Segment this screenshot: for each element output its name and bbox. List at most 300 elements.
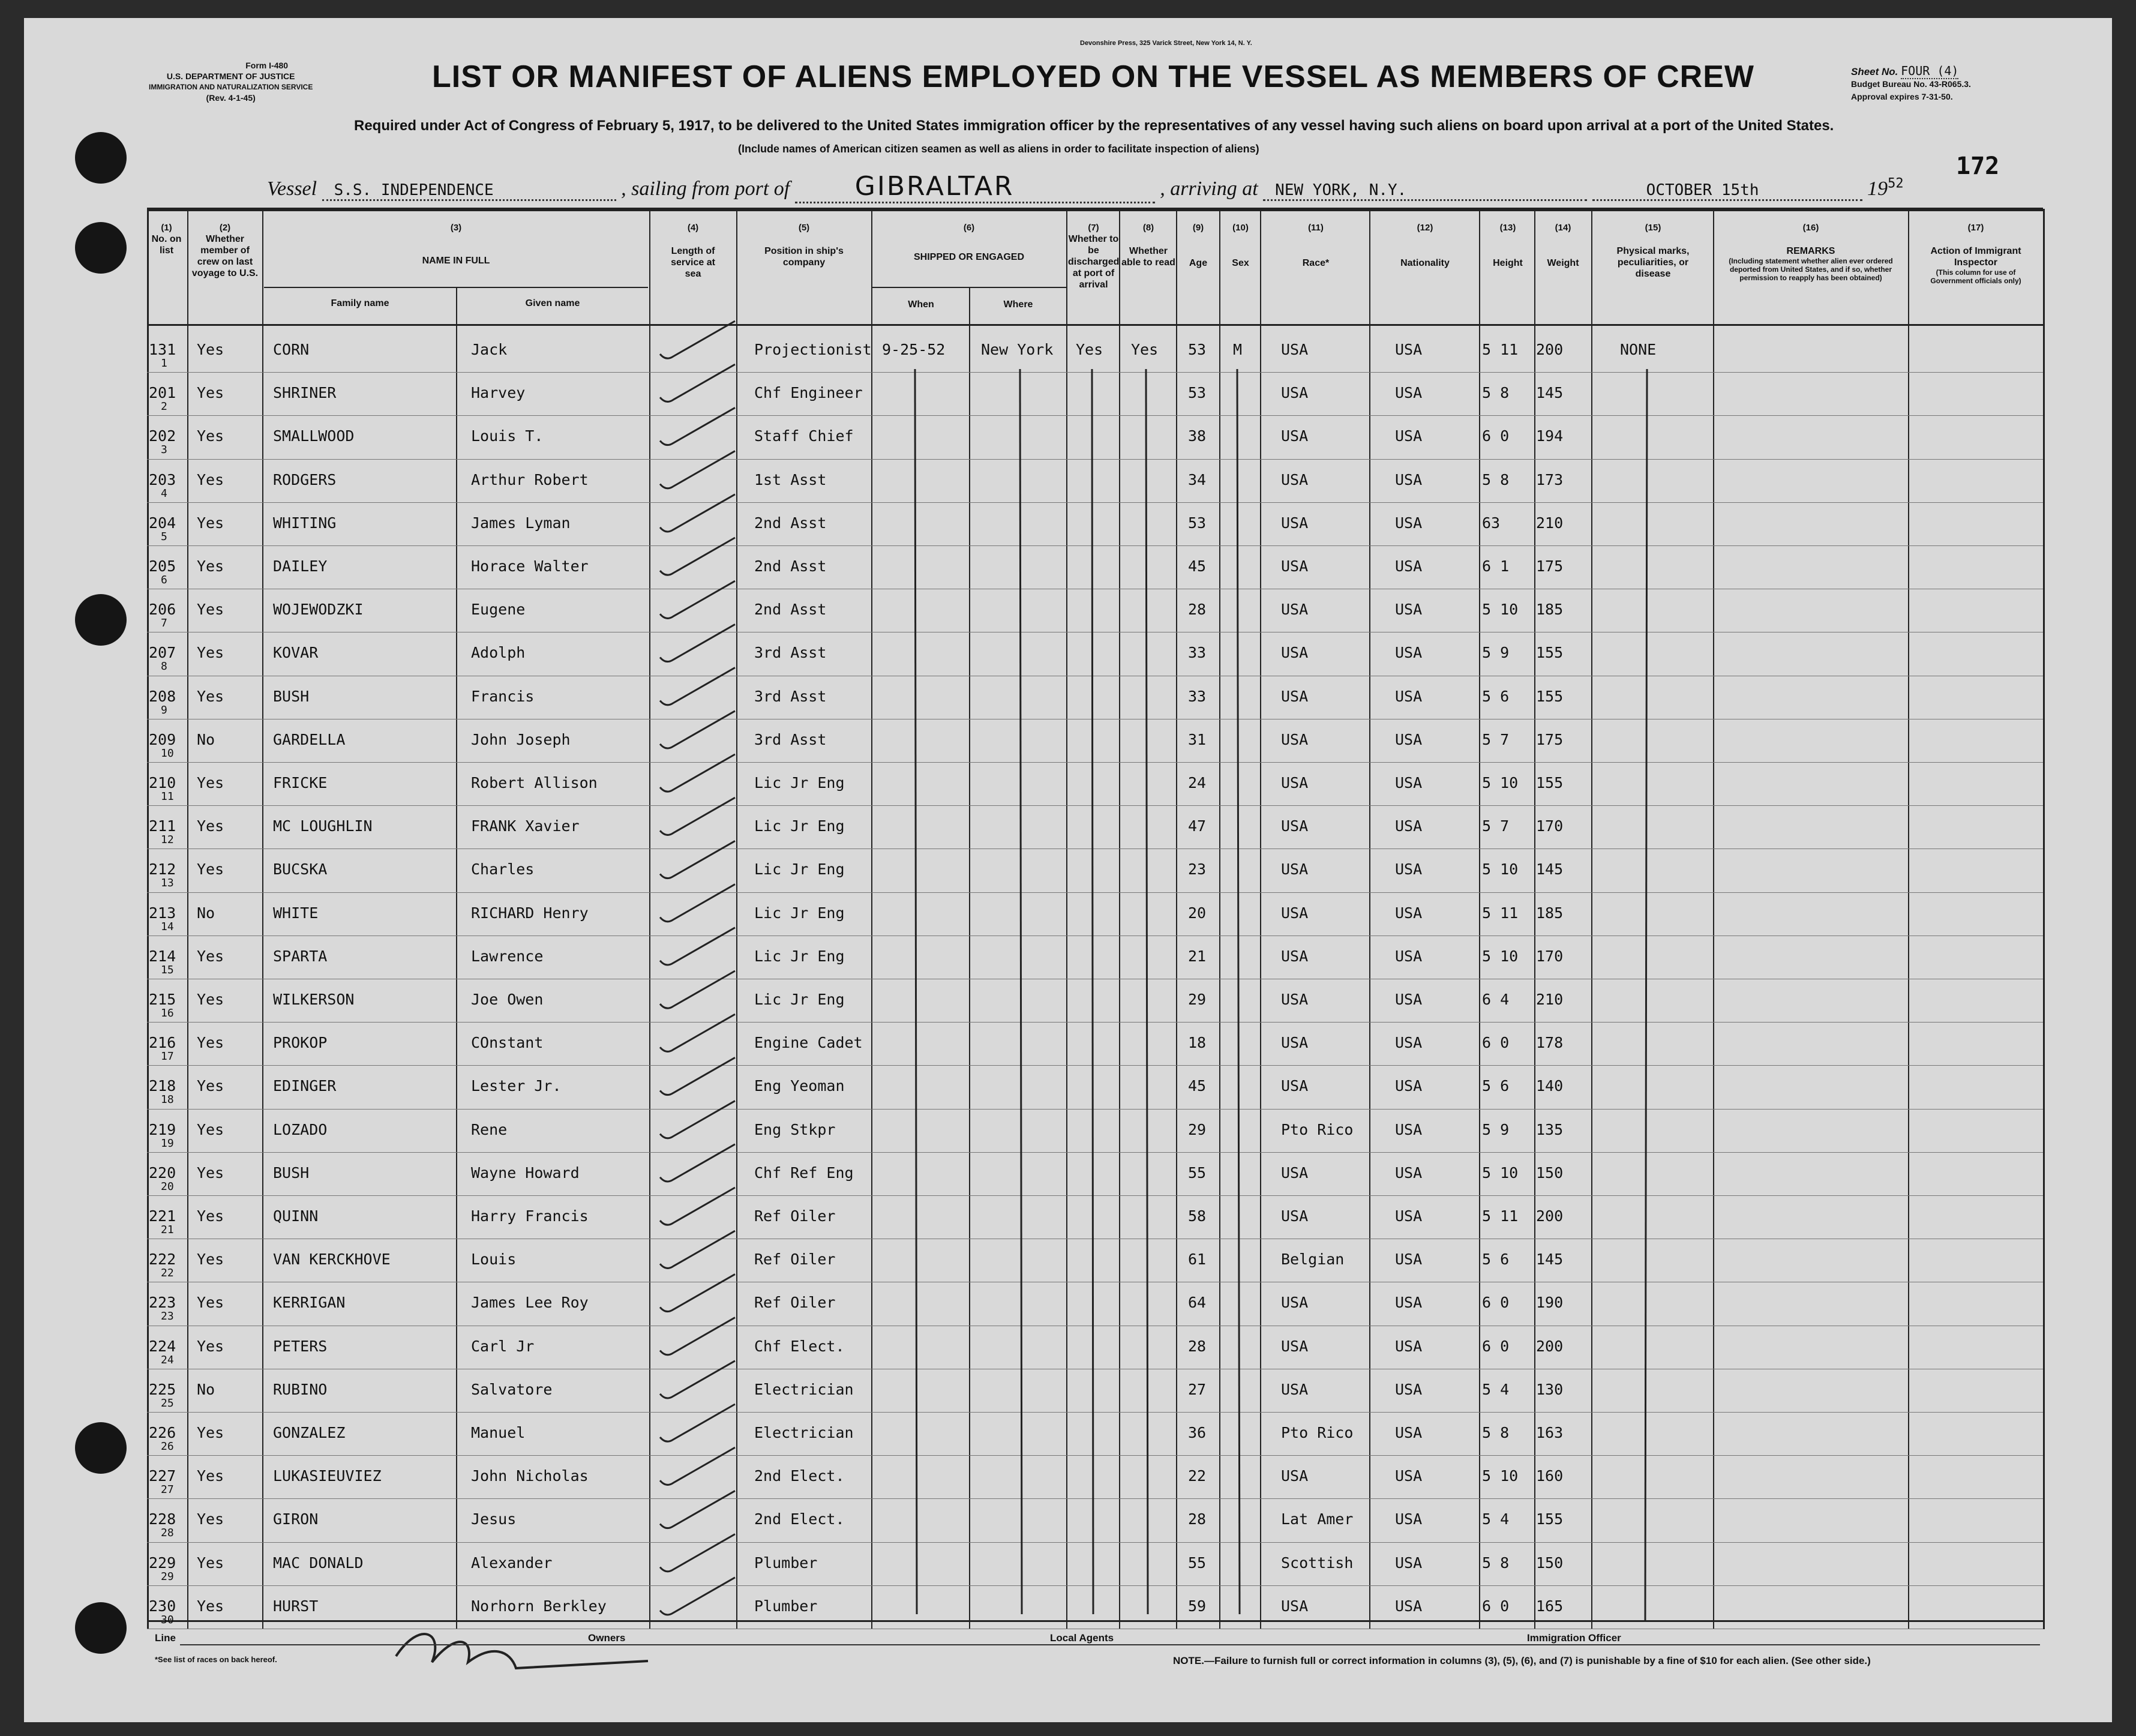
line-number: 21 xyxy=(161,1224,174,1236)
col7-header: (7) Whether to be discharged at port of arrival xyxy=(1068,223,1120,290)
weight: 155 xyxy=(1536,644,1564,662)
weight: 200 xyxy=(1536,1207,1564,1225)
given-name: John Nicholas xyxy=(471,1467,589,1485)
line-number: 28 xyxy=(161,1527,174,1540)
family-name: SHRINER xyxy=(273,384,337,402)
family-name: BUCSKA xyxy=(273,860,328,879)
race: Lat Amer xyxy=(1281,1510,1354,1528)
crew-last-voyage: Yes xyxy=(197,1510,224,1528)
crew-last-voyage: Yes xyxy=(197,601,224,619)
races-note: *See list of races on back hereof. xyxy=(155,1655,277,1664)
nationality: USA xyxy=(1395,644,1423,662)
line-number: 18 xyxy=(161,1093,174,1107)
position: Plumber xyxy=(754,1597,818,1615)
family-name: WHITING xyxy=(273,514,337,532)
weight: 170 xyxy=(1536,817,1564,835)
family-name: RODGERS xyxy=(273,470,337,488)
weight: 135 xyxy=(1536,1120,1564,1138)
check-mark xyxy=(660,1534,735,1572)
check-mark xyxy=(660,971,735,1008)
race: Pto Rico xyxy=(1281,1120,1354,1138)
check-mark xyxy=(660,451,735,488)
nationality: USA xyxy=(1395,904,1423,922)
nationality: USA xyxy=(1395,1510,1423,1528)
height: 5 10 xyxy=(1482,947,1519,965)
crew-last-voyage: Yes xyxy=(197,470,224,488)
line-number: 11 xyxy=(161,790,174,803)
age: 64 xyxy=(1188,1294,1207,1312)
age: 58 xyxy=(1188,1207,1207,1225)
height: 6 0 xyxy=(1482,1337,1510,1355)
crew-last-voyage: Yes xyxy=(197,1424,224,1441)
age: 22 xyxy=(1188,1467,1207,1485)
age: 21 xyxy=(1188,947,1207,965)
crew-last-voyage: Yes xyxy=(197,687,224,705)
crew-last-voyage: Yes xyxy=(197,427,224,445)
crew-last-voyage: Yes xyxy=(197,644,224,662)
nationality: USA xyxy=(1395,687,1423,705)
line-number: 19 xyxy=(161,1137,174,1150)
row-number: 230 xyxy=(149,1597,176,1615)
nationality: USA xyxy=(1395,1467,1423,1485)
height: 5 9 xyxy=(1482,1120,1510,1138)
given-name: Francis xyxy=(471,687,535,705)
shipped-where: New York xyxy=(981,341,1054,358)
race: USA xyxy=(1281,1077,1309,1095)
given-name: Horace Walter xyxy=(471,557,589,575)
nationality: USA xyxy=(1395,1294,1423,1312)
row-number: 214 xyxy=(149,947,176,965)
line-number: 10 xyxy=(161,746,174,760)
col10-header: (10) Sex xyxy=(1232,223,1249,268)
height: 5 6 xyxy=(1482,1077,1510,1095)
col14-header: (14) Weight xyxy=(1547,223,1579,268)
check-mark xyxy=(660,1274,735,1311)
family-name: LOZADO xyxy=(273,1120,328,1138)
footer-owners-label: Owners xyxy=(588,1632,626,1644)
ditto-lines xyxy=(915,369,1647,1620)
age: 29 xyxy=(1188,991,1207,1008)
position: Lic Jr Eng xyxy=(754,817,845,835)
position: 3rd Asst xyxy=(754,644,827,662)
penalty-note: NOTE.—Failure to furnish full or correct information in columns (3), (5), (6), and (7) is punishable by a fine of $10 for each alien. (See other side.) xyxy=(1173,1655,1871,1666)
height: 5 6 xyxy=(1482,1251,1510,1269)
height: 5 10 xyxy=(1482,1467,1519,1485)
age: 20 xyxy=(1188,904,1207,922)
row-number: 207 xyxy=(149,644,176,662)
family-name: KOVAR xyxy=(273,644,319,662)
col8-header: (8) Whether able to read xyxy=(1121,223,1175,268)
weight: 145 xyxy=(1536,384,1564,402)
race: USA xyxy=(1281,991,1309,1008)
crew-last-voyage: Yes xyxy=(197,557,224,575)
given-name: Alexander xyxy=(471,1554,553,1572)
race: USA xyxy=(1281,427,1309,445)
position: 2nd Asst xyxy=(754,601,827,619)
footer-officer-label: Immigration Officer xyxy=(1527,1632,1621,1644)
family-name: HURST xyxy=(273,1597,319,1615)
crew-last-voyage: Yes xyxy=(197,1294,224,1312)
nationality: USA xyxy=(1395,1424,1423,1441)
given-name: Louis xyxy=(471,1251,517,1269)
line-number: 23 xyxy=(161,1310,174,1323)
row-number: 228 xyxy=(149,1510,176,1528)
age: 27 xyxy=(1188,1380,1207,1398)
family-name: GONZALEZ xyxy=(273,1424,346,1441)
row-number: 213 xyxy=(149,904,176,922)
position: 2nd Elect. xyxy=(754,1467,845,1485)
position: Electrician xyxy=(754,1424,854,1441)
footer-signature-rule xyxy=(180,1644,2040,1645)
age: 53 xyxy=(1188,341,1207,358)
row-number: 206 xyxy=(149,601,176,619)
age: 45 xyxy=(1188,1077,1207,1095)
given-name: Harvey xyxy=(471,384,526,402)
line-number: 4 xyxy=(161,487,167,500)
row-number: 203 xyxy=(149,470,176,488)
race: USA xyxy=(1281,1164,1309,1182)
height: 5 11 xyxy=(1482,904,1519,922)
age: 55 xyxy=(1188,1554,1207,1572)
family-name: MAC DONALD xyxy=(273,1554,364,1572)
family-name: GARDELLA xyxy=(273,730,346,748)
check-mark xyxy=(660,624,735,661)
nationality: USA xyxy=(1395,1554,1423,1572)
height: 5 8 xyxy=(1482,1554,1510,1572)
check-mark xyxy=(660,538,735,575)
check-mark xyxy=(660,841,735,878)
family-name: RUBINO xyxy=(273,1380,328,1398)
nationality: USA xyxy=(1395,341,1423,358)
family-name: MC LOUGHLIN xyxy=(273,817,373,835)
race: USA xyxy=(1281,1380,1309,1398)
position: 3rd Asst xyxy=(754,730,827,748)
weight: 200 xyxy=(1536,1337,1564,1355)
nationality: USA xyxy=(1395,1034,1423,1052)
nationality: USA xyxy=(1395,817,1423,835)
height: 5 8 xyxy=(1482,1424,1510,1441)
position: 2nd Asst xyxy=(754,514,827,532)
race: USA xyxy=(1281,1294,1309,1312)
height: 5 10 xyxy=(1482,1164,1519,1182)
crew-last-voyage: No xyxy=(197,1380,215,1398)
age: 18 xyxy=(1188,1034,1207,1052)
family-name: BUSH xyxy=(273,1164,310,1182)
col17-header: (17) Action of Immigrant Inspector (This column for use of Government officials only) xyxy=(1930,223,2021,285)
height: 6 0 xyxy=(1482,1597,1510,1615)
family-name: CORN xyxy=(273,341,310,358)
ditto-line xyxy=(1237,369,1240,1614)
col11-header: (11) Race* xyxy=(1302,223,1330,268)
weight: 210 xyxy=(1536,514,1564,532)
line-number: 27 xyxy=(161,1483,174,1497)
weight: 155 xyxy=(1536,687,1564,705)
position: Chf Ref Eng xyxy=(754,1164,854,1182)
vessel-name: S.S. INDEPENDENCE xyxy=(322,181,616,201)
col6-where-header: Where xyxy=(1003,299,1033,310)
race: Belgian xyxy=(1281,1251,1345,1269)
weight: 130 xyxy=(1536,1380,1564,1398)
check-mark xyxy=(660,885,735,922)
nationality: USA xyxy=(1395,991,1423,1008)
height: 5 8 xyxy=(1482,470,1510,488)
check-mark xyxy=(660,711,735,748)
line-number: 7 xyxy=(161,617,167,630)
height: 5 4 xyxy=(1482,1380,1510,1398)
race: USA xyxy=(1281,514,1309,532)
row-number: 220 xyxy=(149,1164,176,1182)
check-mark xyxy=(660,1144,735,1182)
row-number: 210 xyxy=(149,774,176,791)
race: USA xyxy=(1281,341,1309,358)
col12-header: (12) Nationality xyxy=(1400,223,1450,268)
family-name: PETERS xyxy=(273,1337,328,1355)
col9-header: (9) Age xyxy=(1189,223,1208,268)
position: Plumber xyxy=(754,1554,818,1572)
check-mark xyxy=(660,1014,735,1051)
year-prefix: 19 xyxy=(1867,178,1888,200)
row-number: 202 xyxy=(149,427,176,445)
weight: 163 xyxy=(1536,1424,1564,1441)
nationality: USA xyxy=(1395,1380,1423,1398)
row-number: 208 xyxy=(149,687,176,705)
col4-header: (4) Length of service at sea xyxy=(671,223,715,279)
position: Ref Oiler xyxy=(754,1207,836,1225)
footer-agents-label: Local Agents xyxy=(1050,1632,1114,1644)
position: Ref Oiler xyxy=(754,1251,836,1269)
weight: 145 xyxy=(1536,1251,1564,1269)
check-mark xyxy=(660,1404,735,1441)
footer-line-label: Line xyxy=(155,1632,176,1644)
row-number: 229 xyxy=(149,1554,176,1572)
crew-last-voyage: Yes xyxy=(197,1164,224,1182)
check-mark xyxy=(660,797,735,835)
race: USA xyxy=(1281,601,1309,619)
given-name: Manuel xyxy=(471,1424,526,1441)
form-revision: (Rev. 4-1-45) xyxy=(206,93,256,103)
age: 45 xyxy=(1188,557,1207,575)
row-number: 204 xyxy=(149,514,176,532)
height: 5 10 xyxy=(1482,774,1519,791)
weight: 155 xyxy=(1536,774,1564,791)
age: 23 xyxy=(1188,860,1207,879)
line-number: 25 xyxy=(161,1396,174,1410)
weight: 194 xyxy=(1536,427,1564,445)
line-number: 12 xyxy=(161,833,174,847)
line-number: 22 xyxy=(161,1267,174,1280)
race: USA xyxy=(1281,1207,1309,1225)
height: 6 4 xyxy=(1482,991,1510,1008)
race: USA xyxy=(1281,947,1309,965)
line-number: 1 xyxy=(161,357,167,370)
crew-last-voyage: Yes xyxy=(197,384,224,402)
row-number: 211 xyxy=(149,817,176,835)
weight: 175 xyxy=(1536,557,1564,575)
vessel-label: Vessel xyxy=(267,178,317,200)
weight: 155 xyxy=(1536,1510,1564,1528)
crew-last-voyage: Yes xyxy=(197,1597,224,1615)
crew-last-voyage: Yes xyxy=(197,1207,224,1225)
line-number: 6 xyxy=(161,574,167,586)
family-name: LUKASIEUVIEZ xyxy=(273,1467,382,1485)
row-number: 219 xyxy=(149,1120,176,1138)
family-name: KERRIGAN xyxy=(273,1294,346,1312)
height: 5 4 xyxy=(1482,1510,1510,1528)
age: 33 xyxy=(1188,687,1207,705)
age: 53 xyxy=(1188,514,1207,532)
line-number: 24 xyxy=(161,1353,174,1366)
race: USA xyxy=(1281,1337,1309,1355)
height: 5 11 xyxy=(1482,1207,1519,1225)
given-name: Jack xyxy=(471,341,508,358)
given-name: Adolph xyxy=(471,644,526,662)
position: Ref Oiler xyxy=(754,1294,836,1312)
row-number: 225 xyxy=(149,1380,176,1398)
position: 2nd Asst xyxy=(754,557,827,575)
age: 59 xyxy=(1188,1597,1207,1615)
position: Chf Elect. xyxy=(754,1337,845,1355)
check-mark xyxy=(660,754,735,791)
weight: 185 xyxy=(1536,601,1564,619)
age: 24 xyxy=(1188,774,1207,791)
weight: 178 xyxy=(1536,1034,1564,1052)
physical-marks: NONE xyxy=(1620,341,1657,358)
age: 55 xyxy=(1188,1164,1207,1182)
crew-last-voyage: Yes xyxy=(197,1251,224,1269)
given-name: Norhorn Berkley xyxy=(471,1597,607,1615)
line-number: 14 xyxy=(161,920,174,933)
able-to-read: Yes xyxy=(1131,341,1159,358)
check-mark xyxy=(660,494,735,532)
crew-last-voyage: Yes xyxy=(197,1120,224,1138)
family-name: BUSH xyxy=(273,687,310,705)
height: 5 9 xyxy=(1482,644,1510,662)
check-mark xyxy=(660,1101,735,1138)
col2-header: (2) Whether member of crew on last voyage to U.S. xyxy=(191,223,259,278)
height: 5 7 xyxy=(1482,817,1510,835)
ditto-line xyxy=(1146,369,1148,1614)
col15-header: (15) Physical marks, peculiarities, or disease xyxy=(1616,223,1690,279)
check-mark xyxy=(660,1318,735,1355)
race: USA xyxy=(1281,730,1309,748)
row-number: 218 xyxy=(149,1077,176,1095)
race: USA xyxy=(1281,860,1309,879)
race: USA xyxy=(1281,817,1309,835)
nationality: USA xyxy=(1395,427,1423,445)
family-name: WHITE xyxy=(273,904,319,922)
crew-last-voyage: Yes xyxy=(197,991,224,1008)
height: 5 6 xyxy=(1482,687,1510,705)
family-name: GIRON xyxy=(273,1510,319,1528)
sheet-value: FOUR (4) xyxy=(1901,64,1959,78)
col6-when-header: When xyxy=(908,299,934,310)
given-name: Wayne Howard xyxy=(471,1164,580,1182)
crew-last-voyage: Yes xyxy=(197,1554,224,1572)
form-note-line: (Include names of American citizen seamen as well as aliens in order to facilitate inspection of aliens) xyxy=(738,143,1259,155)
height: 6 0 xyxy=(1482,1034,1510,1052)
height: 5 8 xyxy=(1482,384,1510,402)
weight: 200 xyxy=(1536,341,1564,358)
check-mark xyxy=(660,1188,735,1225)
given-name: Harry Francis xyxy=(471,1207,589,1225)
ditto-line xyxy=(915,369,917,1614)
age: 61 xyxy=(1188,1251,1207,1269)
departure-port: GIBRALTAR xyxy=(795,171,1155,203)
height: 6 1 xyxy=(1482,557,1510,575)
weight: 175 xyxy=(1536,730,1564,748)
given-name: RICHARD Henry xyxy=(471,904,589,922)
form-title: LIST OR MANIFEST OF ALIENS EMPLOYED ON THE VESSEL AS MEMBERS OF CREW xyxy=(432,59,1754,94)
check-mark xyxy=(660,1491,735,1528)
row-number: 222 xyxy=(149,1251,176,1269)
line-number: 20 xyxy=(161,1180,174,1193)
race: USA xyxy=(1281,1597,1309,1615)
age: 28 xyxy=(1188,601,1207,619)
row-number: 227 xyxy=(149,1467,176,1485)
col5-header: (5) Position in ship's company xyxy=(764,223,844,268)
nationality: USA xyxy=(1395,1164,1423,1182)
check-mark xyxy=(660,1361,735,1398)
given-name: Rene xyxy=(471,1120,508,1138)
form-number: Form I-480 xyxy=(245,61,289,70)
weight: 165 xyxy=(1536,1597,1564,1615)
height: 5 10 xyxy=(1482,860,1519,879)
line-number: 29 xyxy=(161,1570,174,1583)
family-name: QUINN xyxy=(273,1207,319,1225)
check-mark xyxy=(660,1578,735,1615)
crew-last-voyage: Yes xyxy=(197,860,224,879)
given-name: COnstant xyxy=(471,1034,544,1052)
weight: 190 xyxy=(1536,1294,1564,1312)
crew-last-voyage: No xyxy=(197,730,215,748)
line-number: 2 xyxy=(161,400,167,413)
row-number: 216 xyxy=(149,1034,176,1052)
height: 63 xyxy=(1482,514,1501,532)
col3-given-header: Given name xyxy=(525,298,580,308)
position: Lic Jr Eng xyxy=(754,904,845,922)
sailing-label: , sailing from port of xyxy=(621,178,790,200)
family-name: WOJEWODZKI xyxy=(273,601,364,619)
given-name: Charles xyxy=(471,860,535,879)
race: USA xyxy=(1281,384,1309,402)
position: Engine Cadet xyxy=(754,1034,863,1052)
age: 34 xyxy=(1188,470,1207,488)
budget-bureau: Budget Bureau No. 43-R065.3. xyxy=(1851,79,1971,89)
given-name: Joe Owen xyxy=(471,991,544,1008)
position: 3rd Asst xyxy=(754,687,827,705)
row-number: 224 xyxy=(149,1337,176,1355)
nationality: USA xyxy=(1395,860,1423,879)
given-name: Jesus xyxy=(471,1510,517,1528)
approval-expiry: Approval expires 7-31-50. xyxy=(1851,92,1953,101)
nationality: USA xyxy=(1395,1077,1423,1095)
family-name: VAN KERCKHOVE xyxy=(273,1251,391,1269)
crew-last-voyage: Yes xyxy=(197,1077,224,1095)
line-number: 3 xyxy=(161,443,167,457)
col16-header: (16) REMARKS (Including statement whether alien ever ordered deported from United States, and if so, whether permission to reapply has been obtained) xyxy=(1729,223,1893,282)
service-name: IMMIGRATION AND NATURALIZATION SERVICE xyxy=(149,83,313,91)
nationality: USA xyxy=(1395,1337,1423,1355)
position: Eng Yeoman xyxy=(754,1077,845,1095)
nationality: USA xyxy=(1395,384,1423,402)
shipped-when: 9-25-52 xyxy=(882,341,946,358)
ditto-line xyxy=(1645,369,1647,1620)
ditto-line xyxy=(1092,369,1093,1614)
discharged: Yes xyxy=(1076,341,1103,358)
row-number: 212 xyxy=(149,860,176,879)
height: 6 0 xyxy=(1482,427,1510,445)
check-mark xyxy=(660,407,735,445)
